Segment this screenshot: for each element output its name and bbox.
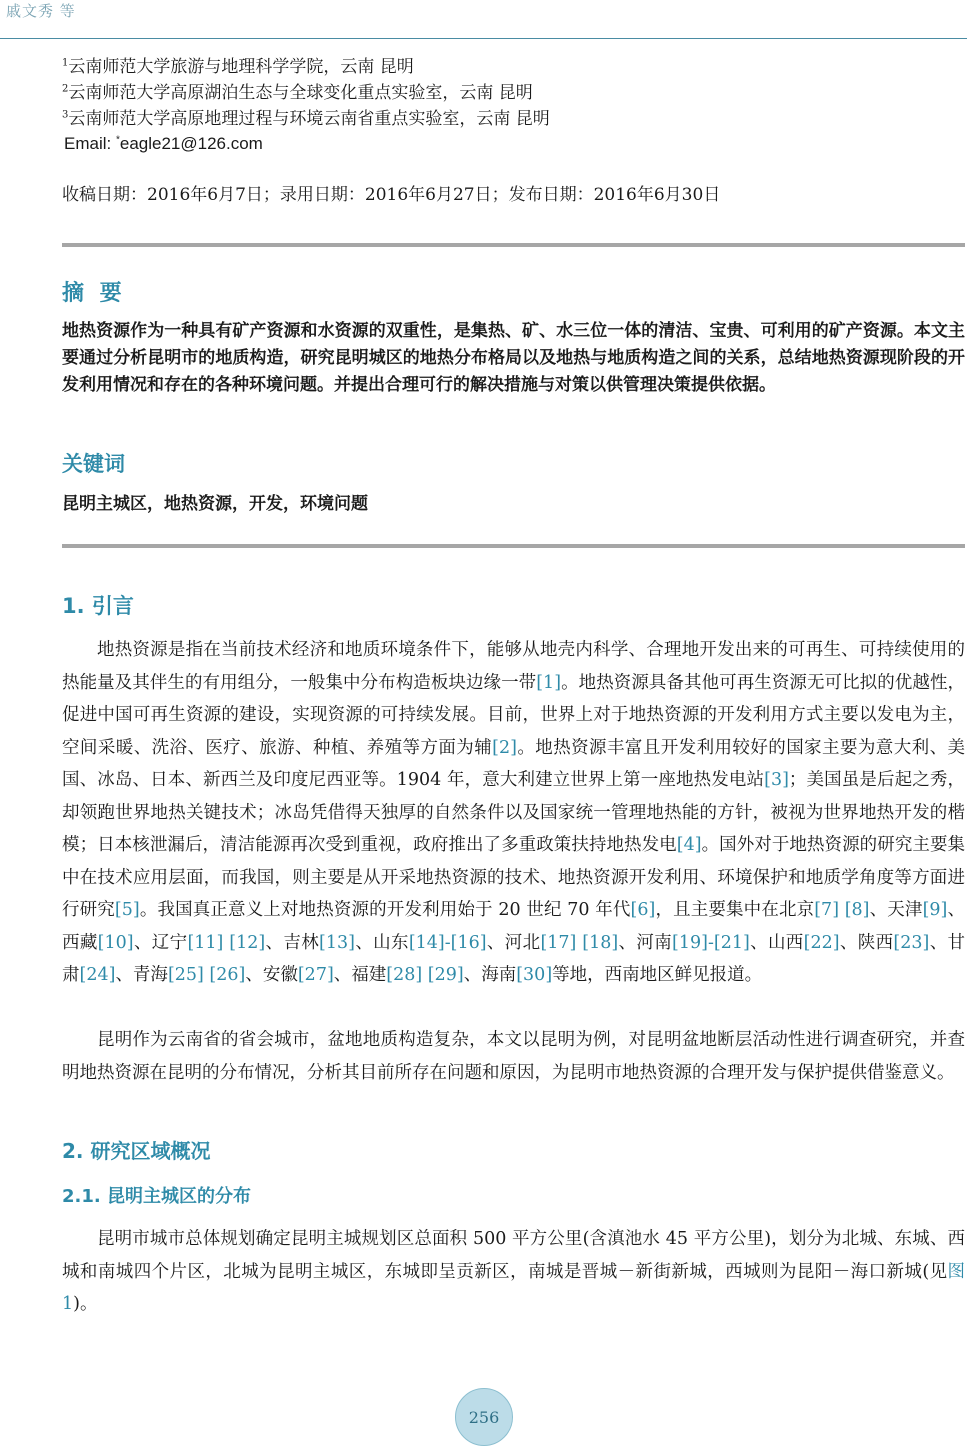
citation-link[interactable]: [22]: [803, 932, 840, 953]
paragraph-text: 、福建: [333, 965, 387, 985]
paragraph-text: 、安徽: [245, 965, 298, 985]
citation-link[interactable]: [17] [18]: [540, 932, 619, 953]
intro-paragraph-1: [62, 634, 965, 992]
paragraph-text: 等地，西南地区鲜见报道。: [552, 965, 763, 985]
corresponding-mark: *: [115, 134, 120, 146]
paragraph-text: 。我国真正意义上对地热资源的开发利用始于 20 世纪 70 年代: [139, 900, 631, 920]
citation-link[interactable]: [3]: [764, 770, 789, 790]
citation-link[interactable]: [6]: [630, 900, 656, 920]
citation-link[interactable]: [14]-[16]: [408, 932, 487, 953]
affiliation-number: 3: [62, 109, 69, 121]
paragraph-text: 、陕西: [839, 932, 894, 953]
section-2-1-heading: 2.1. 昆明主城区的分布: [62, 1186, 251, 1207]
citation-link[interactable]: [23]: [893, 932, 930, 953]
paragraph-text: 、辽宁: [133, 932, 188, 953]
paragraph-text: 地热资源是指在当前技术经济和地质环境条件下，能够从地壳内科学、合理地开发出来的可再生、可持续使用的热能量及其伴生的有用组分，一般集中分布构造板块边缘一带: [62, 640, 965, 693]
section-2-1-paragraph: [62, 1223, 965, 1321]
intro-paragraph-2: 昆明作为云南省的省会城市，盆地地质构造复杂，本文以昆明为例，对昆明盆地断层活动性进行调查研究，并查明地热资源在昆明的分布情况，分析其目前所存在问题和原因，为昆明市地热资源的合理开发与保护提供借鉴意义。: [62, 1030, 965, 1083]
keywords-body: 昆明主城区，地热资源，开发，环境问题: [62, 494, 368, 514]
citation-link[interactable]: 图 1: [62, 1261, 965, 1314]
section-2-heading: 2. 研究区域概况: [62, 1139, 211, 1163]
paragraph-text: 、河北: [486, 932, 541, 953]
citation-link[interactable]: [10]: [97, 932, 134, 953]
citation-link[interactable]: [5]: [114, 900, 140, 920]
citation-link[interactable]: [7] [8]: [814, 900, 870, 920]
abstract-body: 地热资源作为一种具有矿产资源和水资源的双重性，是集热、矿、水三位一体的清洁、宝贵、可利用的矿产资源。本文主要通过分析昆明市的地质构造，研究昆明城区的地热分布格局以及地热与地质构造之间的关系，总结地热资源现阶段的开发利用情况和存在的各种环境问题。并提出合理可行的解决措施与对策以供管理决策提供依据。: [62, 321, 965, 395]
paragraph-text: 昆明市城市总体规划确定昆明主城规划区总面积 500 平方公里(含滇池水 45 平方公里)，划分为北城、东城、西城和南城四个片区，北城为昆明主城区，东城即呈贡新区，南城是晋城－新街新城，西城则为昆阳－海口新城(见: [62, 1229, 965, 1282]
affiliations: [62, 54, 550, 132]
paragraph-text: 、河南: [618, 932, 673, 953]
paragraph-text: 、山东: [354, 932, 409, 953]
section-1-heading: 1. 引言: [62, 594, 134, 618]
affiliation-text: 云南师范大学高原湖泊生态与全球变化重点实验室，云南 昆明: [68, 83, 533, 103]
affiliation-text: 云南师范大学旅游与地理科学学院，云南 昆明: [68, 57, 414, 77]
citation-link[interactable]: [11] [12]: [187, 932, 266, 953]
paragraph-text: ，且主要集中在北京: [655, 900, 815, 920]
citation-link[interactable]: [24]: [79, 965, 116, 985]
email-line: [64, 134, 263, 154]
citation-link[interactable]: [1]: [536, 672, 562, 693]
paragraph-text: 、西藏: [62, 900, 966, 953]
affiliation-text: 云南师范大学高原地理过程与环境云南省重点实验室，云南 昆明: [68, 109, 550, 129]
paragraph-text: 、山西: [749, 932, 804, 953]
running-head: 戚文秀 等: [6, 2, 76, 20]
paragraph-text: 、青海: [115, 965, 168, 985]
affiliation: [62, 54, 550, 80]
page-number: 256: [468, 1407, 500, 1427]
paragraph-text: 、吉林: [265, 932, 320, 953]
paragraph-text: 、天津: [869, 900, 923, 920]
citation-link[interactable]: [19]-[21]: [672, 932, 750, 953]
paragraph-text: )。: [73, 1294, 98, 1314]
citation-link[interactable]: [4]: [676, 835, 702, 855]
citation-link[interactable]: [9]: [922, 900, 948, 920]
header-rule: [0, 38, 967, 39]
page-number-badge: [455, 1388, 513, 1446]
email-address[interactable]: eagle21@126.com: [119, 134, 263, 153]
paragraph-text: 、海南: [463, 965, 517, 985]
dates-line: 收稿日期：2016年6月7日；录用日期：2016年6月27日；发布日期：2016年6月30日: [62, 185, 721, 205]
divider-top: [62, 243, 965, 247]
paragraph-text: ；美国虽是后起之秀，却领跑世界地热关键技术；冰岛凭借得天独厚的自然条件以及国家统一管理地热能的方针，被视为世界地热开发的楷模；日本核泄漏后，清洁能源再次受到重视，政府推出了多重政策扶持地热发电: [62, 770, 965, 855]
citation-link[interactable]: [30]: [516, 965, 553, 985]
abstract-heading: 摘 要: [62, 281, 126, 306]
divider-bottom: [62, 544, 965, 548]
citation-link[interactable]: [28] [29]: [386, 965, 464, 985]
paragraph-text: 、甘肃: [62, 932, 966, 985]
paragraph-text: 。国外对于地热资源的研究主要集中在技术应用层面，而我国，则主要是从开采地热资源的技术、地热资源开发利用、环境保护和地质学角度等方面进行研究: [62, 835, 966, 920]
paragraph-text: 。地热资源丰富且开发利用较好的国家主要为意大利、美国、冰岛、日本、新西兰及印度尼西亚等。1904 年，意大利建立世界上第一座地热发电站: [62, 737, 965, 790]
citation-link[interactable]: [27]: [297, 965, 334, 985]
paragraph-text: 。地热资源具备其他可再生资源无可比拟的优越性，促进中国可再生资源的建设，实现资源的可持续发展。目前，世界上对于地热资源的开发利用方式主要以发电为主，空间采暖、洗浴、医疗、旅游、种植、养殖等方面为辅: [62, 672, 966, 758]
citation-link[interactable]: [25] [26]: [167, 965, 246, 985]
affiliation: [62, 106, 550, 132]
affiliation: [62, 80, 550, 106]
citation-link[interactable]: [2]: [492, 737, 517, 758]
citation-link[interactable]: [13]: [319, 932, 355, 953]
affiliation-number: 2: [62, 83, 69, 95]
affiliation-number: 1: [62, 57, 69, 69]
email-label: Email:: [64, 134, 116, 153]
keywords-heading: 关键词: [62, 452, 125, 476]
